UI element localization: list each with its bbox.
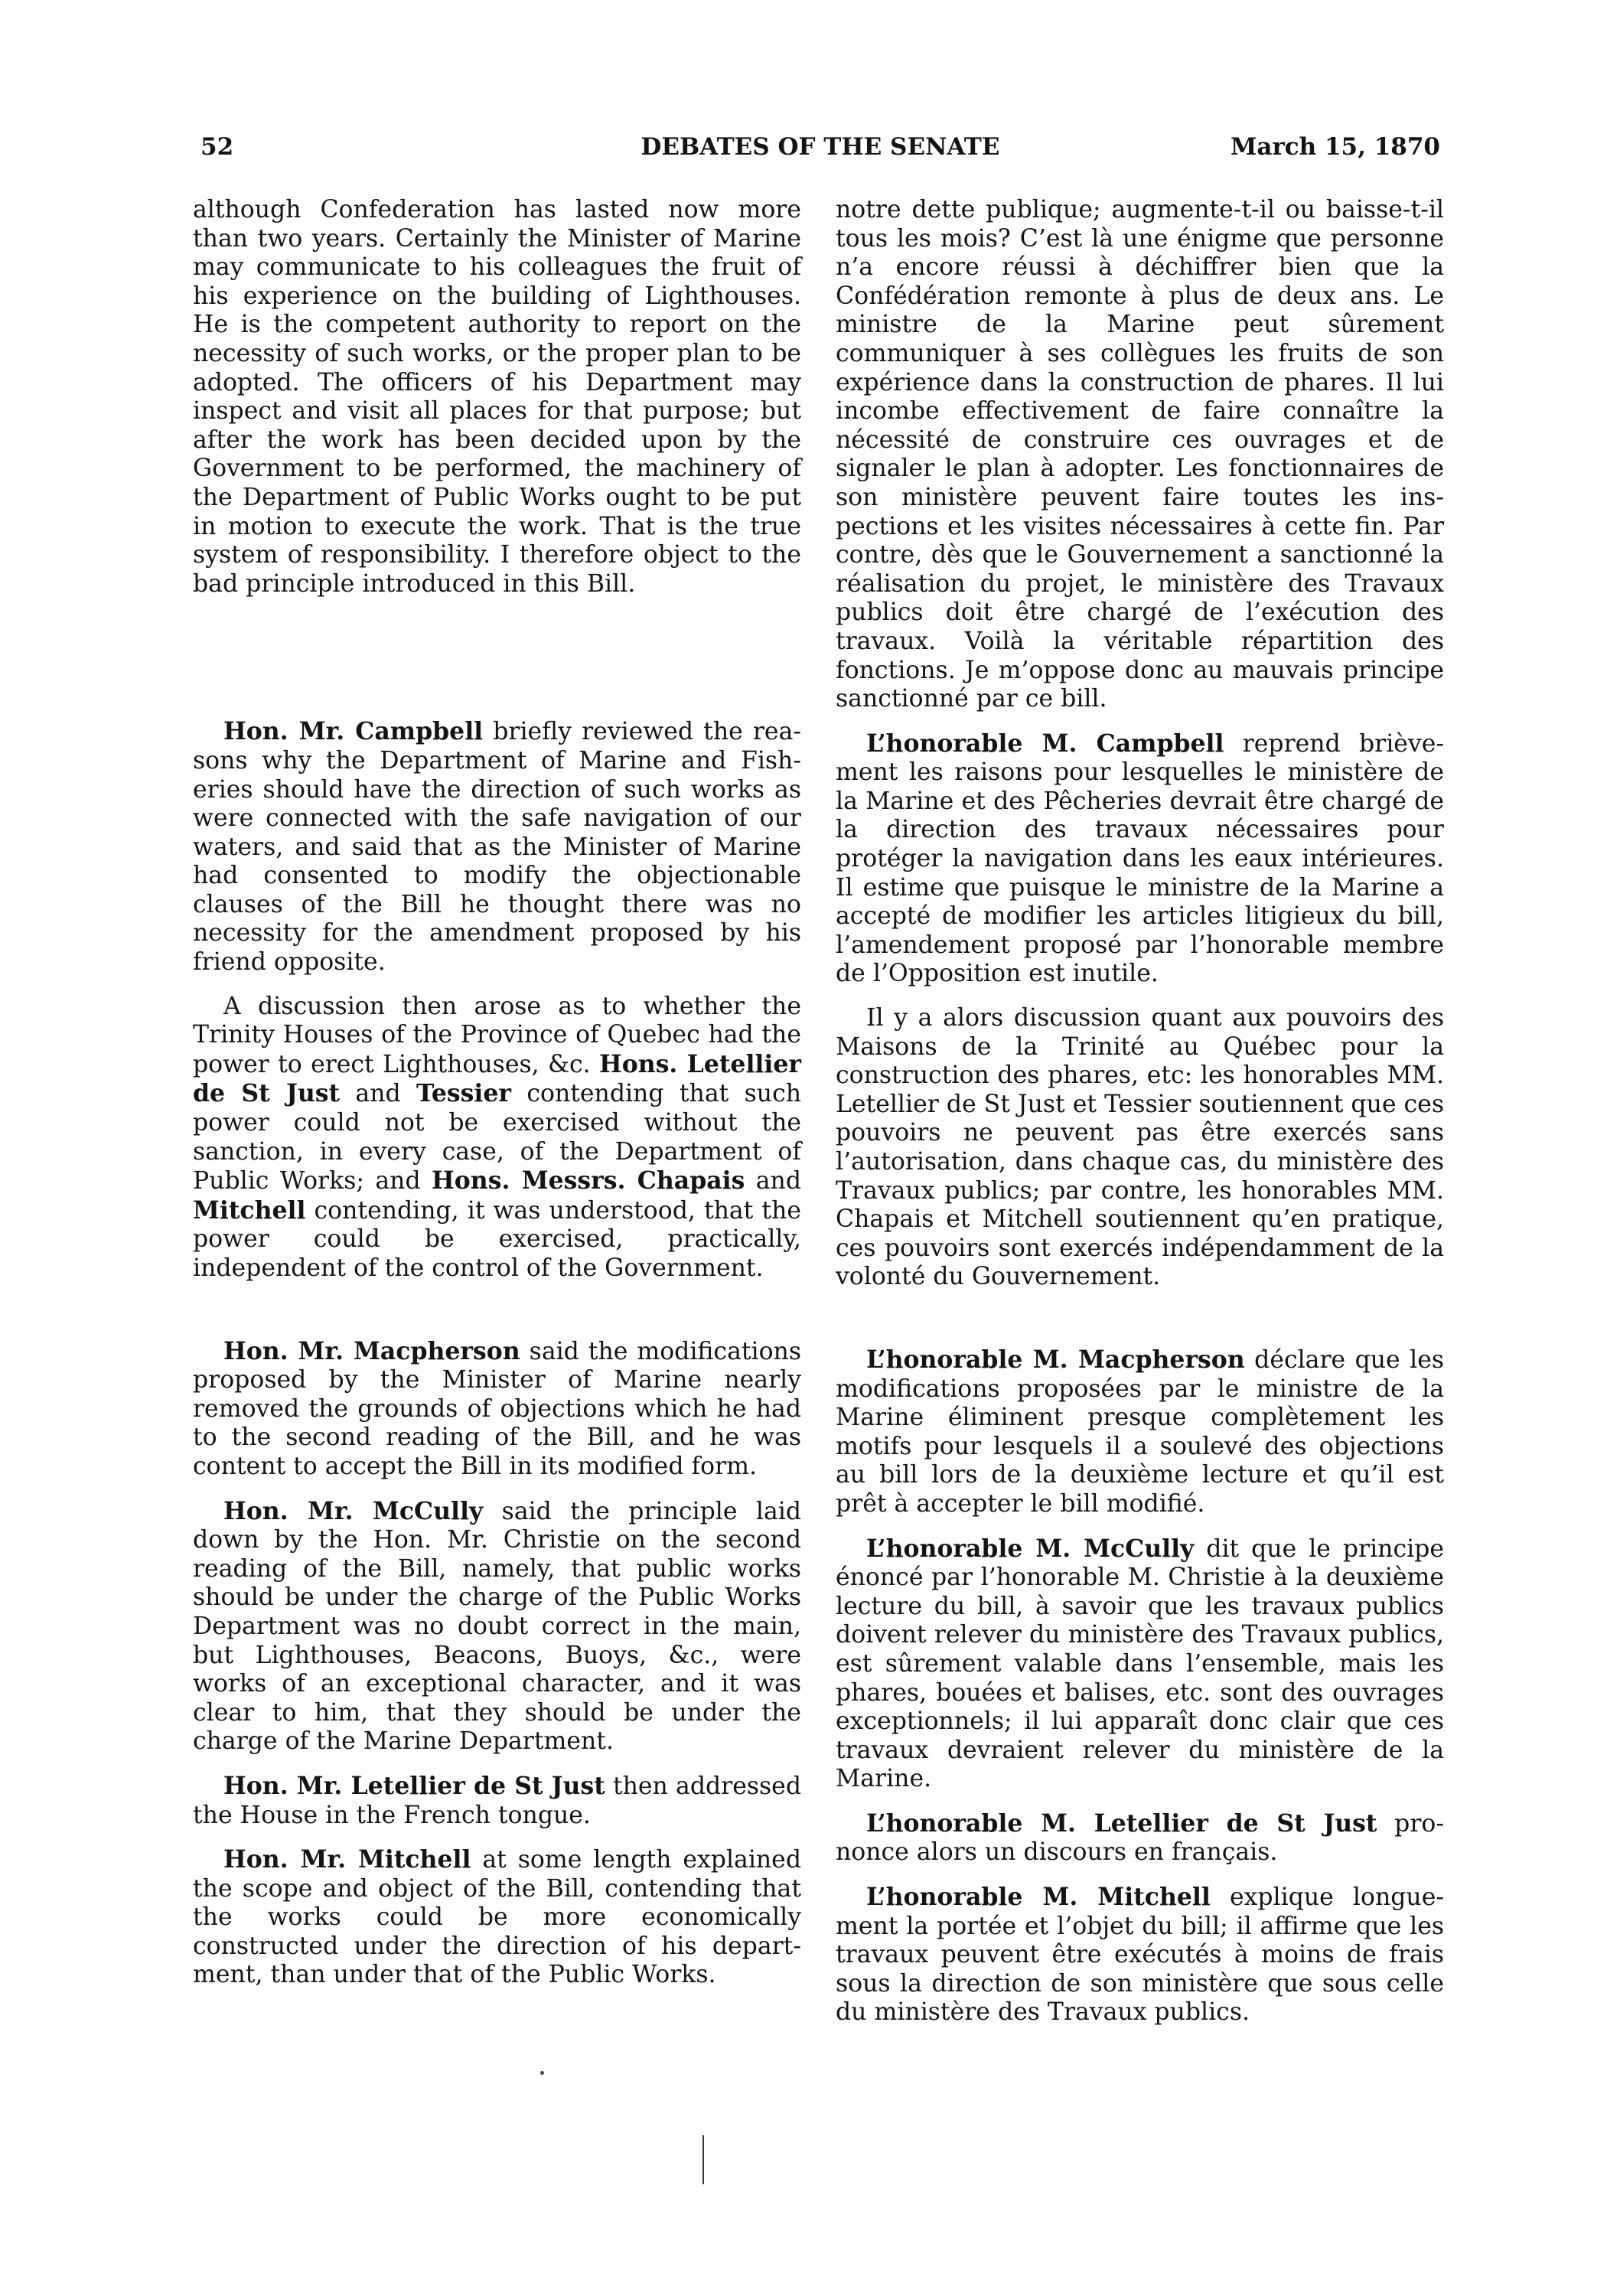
speaker-name: L’honorable M. Mitchell xyxy=(866,1883,1211,1912)
speaker-name: Hon. Mr. Macpherson xyxy=(223,1336,520,1365)
speaker-name: L’honorable M. McCully xyxy=(866,1534,1195,1563)
page-number: 52 xyxy=(200,133,234,161)
page-date: March 15, 1870 xyxy=(1231,133,1440,161)
speaker-name: L’honorable M. Letellier de St Just xyxy=(866,1808,1377,1838)
en-paragraph-5: Hon. Mr. McCully said the principle laid down by the Hon. Mr. Christie on the second reading of the Bill, namely, that public works should be under the charge of the Public Works Department was no doubt correct in the main, but Lighthouses, Beacons, Buoys, &c., were works of an exceptional character, and it was clear to him, that they should be under the charge of the Marine Department. xyxy=(193,1496,801,1756)
speaker-name: L’honorable M. Macpherson xyxy=(866,1345,1245,1374)
fr-paragraph-7: L’honorable M. Mitchell explique longuement la portée et l’objet du bill; il affirme que les travaux peuvent être exécutés à moins de frais sous la direction de son ministère que sous celle du ministère des Travaux publics. xyxy=(836,1883,1444,2027)
en-paragraph-1: although Confederation has lasted now more than two years. Certainly the Minister of Marine may communicate to his colleagues the fruit of his experience on the building of Lighthouses. He is the competent authority to report on the necessity of such works, or the proper plan to be adopted. The officers of his Department may inspect and visit all places for that purpose; but after the work has been decided upon by the Government to be performed, the machinery of the Department of Public Works ought to be put in motion to execute the work. That is the true system of responsibility. I therefore object to the bad principle introduced in this Bill. xyxy=(193,196,801,598)
scan-dot-mark xyxy=(540,2071,544,2075)
fr-paragraph-4: L’honorable M. Macpherson déclare que les modifications proposées par le ministre de la Marine éliminent presque complètement les motifs pour lesquels il a soulevé des objections au bill lors de la deuxième lecture et qu’il est prêt à accepter le bill modifié. xyxy=(836,1345,1444,1518)
fr-paragraph-6: L’honorable M. Letellier de St Just prononce alors un discours en français. xyxy=(836,1808,1445,1867)
speaker-name: Hon. Mr. Mitchell xyxy=(223,1845,471,1874)
speaker-name: Hon. Mr. Letellier de St Just xyxy=(223,1771,605,1800)
speaker-name: Tessier xyxy=(416,1079,511,1108)
en-paragraph-6: Hon. Mr. Letellier de St Just then addressed the House in the French tongue. xyxy=(193,1771,801,1829)
speaker-name: Hons. Messrs. Chapais xyxy=(432,1166,745,1195)
fr-paragraph-5: L’honorable M. McCully dit que le principe énoncé par l’honorable M. Christie à la deuxième lecture du bill, à savoir que les travaux publics doivent relever du ministère des Travaux publics, est sûrement valable dans l’ensemble, mais les phares, bouées et balises, etc. sont des ouvrages exceptionnels; il lui apparaît donc clair que ces travaux devraient relever du ministère de la Marine. xyxy=(836,1534,1444,1793)
speaker-name: Hon. Mr. McCully xyxy=(223,1496,484,1525)
english-column xyxy=(193,196,801,1990)
en-paragraph-3: A discussion then arose as to whether the Trinity Houses of the Province of Quebec had the power to erect Lighthouses, &c. Hons. Letellier de St Just and Tessier contending that such power could not be exercised without the sanction, in every case, of the Department of Public Works; and Hons. Messrs. Chapais and Mitchell contending, it was understood, that the power could be exercised, practically, independent of the control of the Government. xyxy=(193,992,801,1282)
en-paragraph-7: Hon. Mr. Mitchell at some length explained the scope and object of the Bill, contending that the works could be more economically constructed under the direction of his department, than under that of the Public Works. xyxy=(193,1845,801,1989)
scan-line-mark xyxy=(702,2135,704,2184)
speaker-name: Hons. Letellier de St Just xyxy=(193,1049,801,1108)
page-title: DEBATES OF THE SENATE xyxy=(641,133,1000,161)
page-header xyxy=(200,130,1440,164)
en-paragraph-4: Hon. Mr. Macpherson said the modifications proposed by the Minister of Marine nearly removed the grounds of objections which he had to the second reading of the Bill, and he was content to accept the Bill in its modified form. xyxy=(193,1336,801,1480)
fr-paragraph-2: L’honorable M. Campbell reprend brièvement les raisons pour lesquelles le ministère de la Marine et des Pêcheries devrait être chargé de la direction des travaux nécessaires pour protéger la navigation dans les eaux intérieures. Il estime que puisque le ministre de la Marine a accepté de modifier les articles litigieux du bill, l’amendement proposé par l’honorable membre de l’Opposition est inutile. xyxy=(836,729,1445,988)
speaker-name: L’honorable M. Campbell xyxy=(866,729,1224,758)
speaker-name: Hon. Mr. Campbell xyxy=(223,717,484,746)
fr-paragraph-1: notre dette publique; augmente-t-il ou baisse-t-il tous les mois? C’est là une énigme que personne n’a encore réussi à déchiffrer bien que la Confédération remonte à plus de deux ans. Le ministre de la Marine peut sûrement communiquer à ses collègues les fruits de son expérience dans la construction de phares. Il lui incombe effectivement de faire connaître la nécessité de construire ces ouvrages et de signaler le plan à adopter. Les fonctionnaires de son ministère peuvent faire toutes les inspections et les visites nécessaires à cette fin. Par contre, dès que le Gouvernement a sanctionné la réalisation du projet, le ministère des Travaux publics doit être chargé de l’exécution des travaux. Voilà la véritable répartition des fonctions. Je m’oppose donc au mauvais principe sanctionné par ce bill. xyxy=(836,196,1444,713)
fr-paragraph-3: Il y a alors discussion quant aux pouvoirs des Maisons de la Trinité au Québec pour la construction des phares, etc: les honorables MM. Letellier de St Just et Tessier soutiennent que ces pouvoirs ne peuvent pas être exercés sans l’autorisation, dans chaque cas, du ministère des Travaux publics; par contre, les honorables MM. Chapais et Mitchell soutiennent qu’en pratique, ces pouvoirs sont exercés indépendamment de la volonté du Gouvernement. xyxy=(836,1004,1444,1291)
speaker-name: Mitchell xyxy=(193,1195,306,1225)
french-column xyxy=(836,196,1444,2027)
en-paragraph-2: Hon. Mr. Campbell briefly reviewed the reasons why the Department of Marine and Fisheries should have the direction of such works as were connected with the safe navigation of our waters, and said that as the Minister of Marine had consented to modify the objectionable clauses of the Bill he thought there was no necessity for the amendment proposed by his friend opposite. xyxy=(193,717,802,977)
